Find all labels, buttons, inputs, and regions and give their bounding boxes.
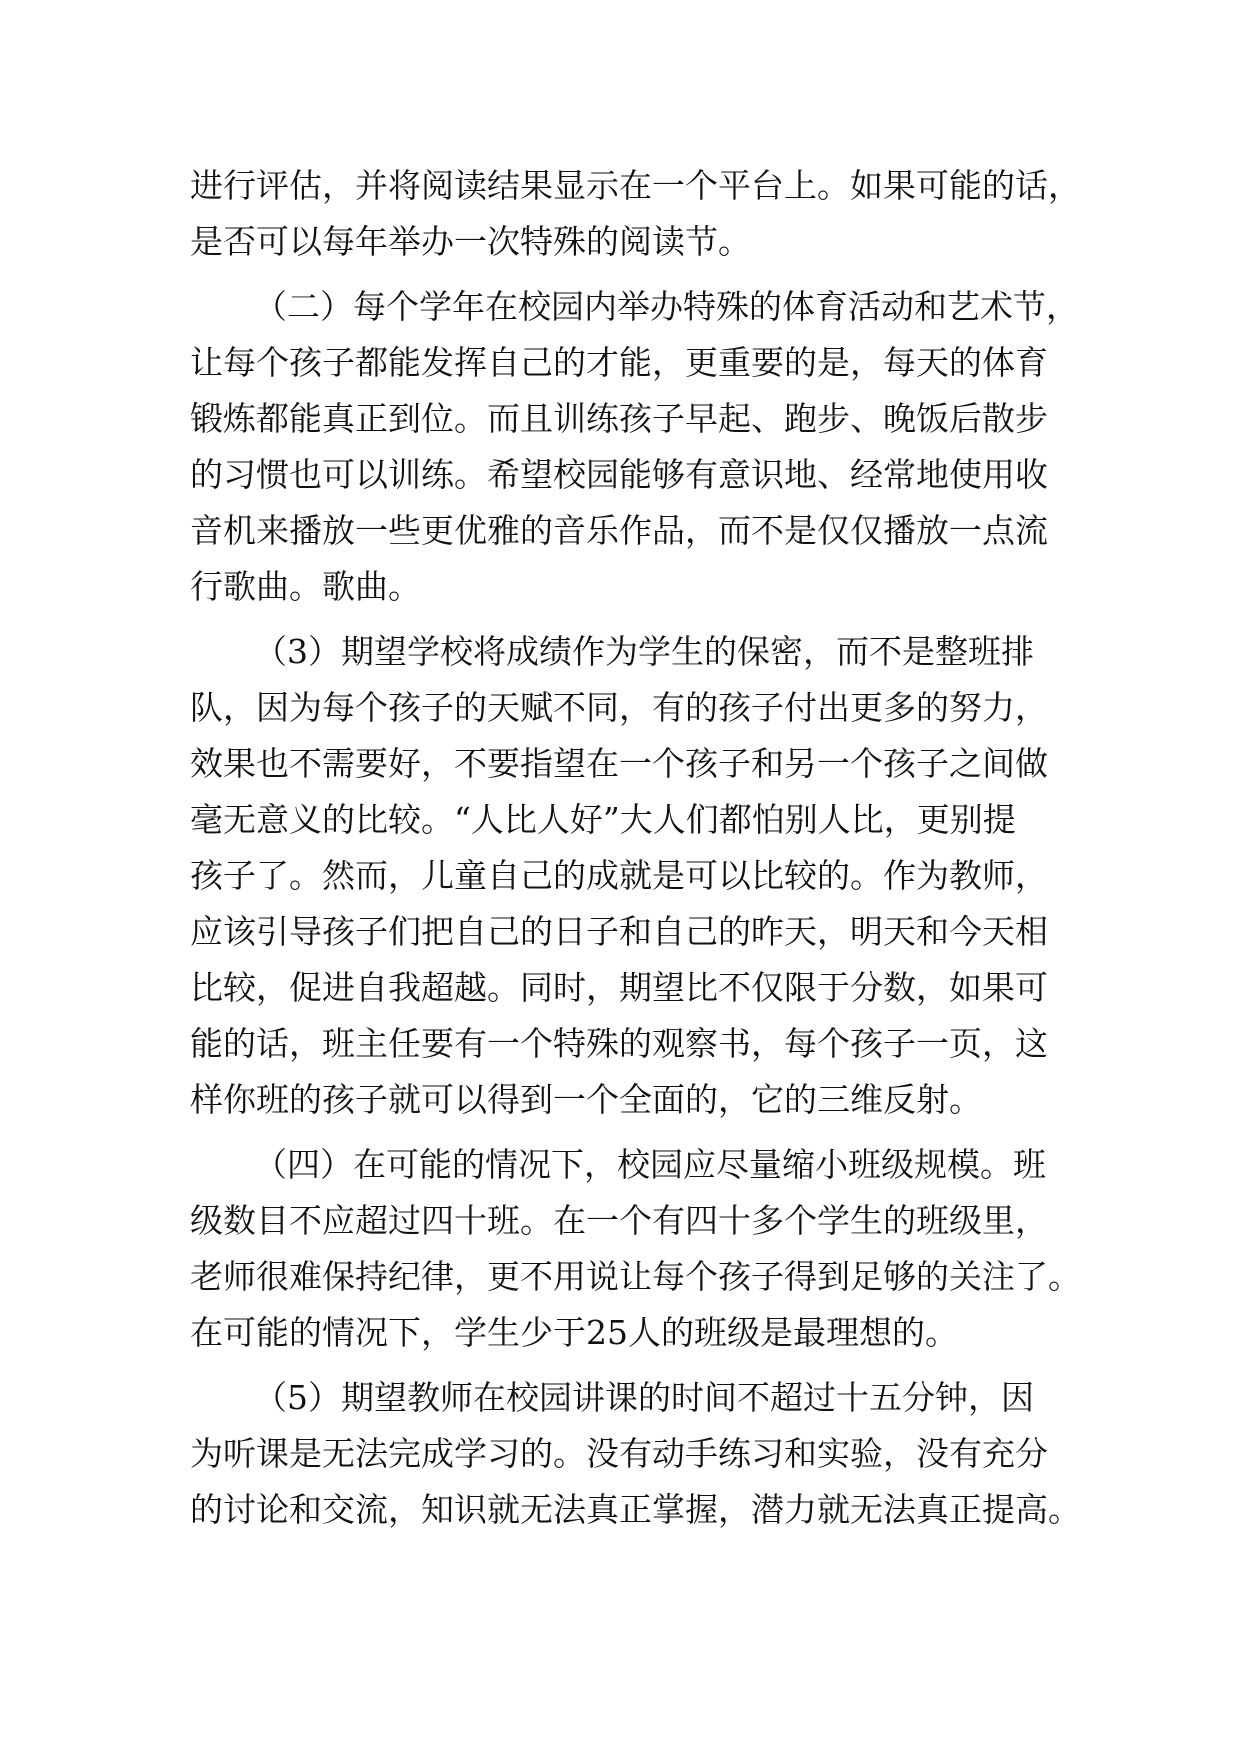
paragraph-start-line: （四）在可能的情况下，校园应尽量缩小班级规模。班 xyxy=(254,1145,1046,1184)
text-line: 为听课是无法完成学习的。没有动手练习和实验，没有充分 xyxy=(190,1434,1048,1473)
text-line: 效果也不需要好，不要指望在一个孩子和另一个孩子之间做 xyxy=(190,744,1048,783)
paragraph-start-line: （5）期望教师在校园讲课的时间不超过十五分钟，因 xyxy=(254,1378,1034,1417)
text-line: 让每个孩子都能发挥自己的才能，更重要的是，每天的体育 xyxy=(190,343,1048,382)
text-line: 级数目不应超过四十班。在一个有四十多个学生的班级里， xyxy=(190,1201,1048,1240)
text-line: 进行评估，并将阅读结果显示在一个平台上。如果可能的话， xyxy=(190,166,1081,205)
text-line: 的习惯也可以训练。希望校园能够有意识地、经常地使用收 xyxy=(190,455,1048,494)
text-line: 应该引导孩子们把自己的日子和自己的昨天，明天和今天相 xyxy=(190,912,1048,951)
text-line: 孩子了。然而，儿童自己的成就是可以比较的。作为教师， xyxy=(190,856,1048,895)
text-line: 老师很难保持纪律，更不用说让每个孩子得到足够的关注了。 xyxy=(190,1257,1081,1296)
text-line: 是否可以每年举办一次特殊的阅读节。 xyxy=(190,222,751,261)
text-line: 能的话，班主任要有一个特殊的观察书，每个孩子一页，这 xyxy=(190,1024,1048,1063)
text-line: 队，因为每个孩子的天赋不同，有的孩子付出更多的努力， xyxy=(190,688,1048,727)
text-line: 毫无意义的比较。“人比人好”大人们都怕别人比，更别提 xyxy=(190,800,1016,839)
paragraph-start-line: （二）每个学年在校园内举办特殊的体育活动和艺术节， xyxy=(254,287,1079,326)
text-line: 行歌曲。歌曲。 xyxy=(190,567,421,606)
text-line: 在可能的情况下，学生少于25人的班级是最理想的。 xyxy=(190,1313,958,1352)
text-line: 音机来播放一些更优雅的音乐作品，而不是仅仅播放一点流 xyxy=(190,511,1048,550)
text-line: 锻炼都能真正到位。而且训练孩子早起、跑步、晚饭后散步 xyxy=(190,399,1048,438)
text-line: 比较，促进自我超越。同时，期望比不仅限于分数，如果可 xyxy=(190,968,1048,1007)
text-line: 样你班的孩子就可以得到一个全面的，它的三维反射。 xyxy=(190,1080,982,1119)
body-text xyxy=(190,158,1090,1538)
paragraph-start-line: （3）期望学校将成绩作为学生的保密，而不是整班排 xyxy=(254,632,1034,671)
text-line: 的讨论和交流，知识就无法真正掌握，潜力就无法真正提高。 xyxy=(190,1490,1081,1529)
